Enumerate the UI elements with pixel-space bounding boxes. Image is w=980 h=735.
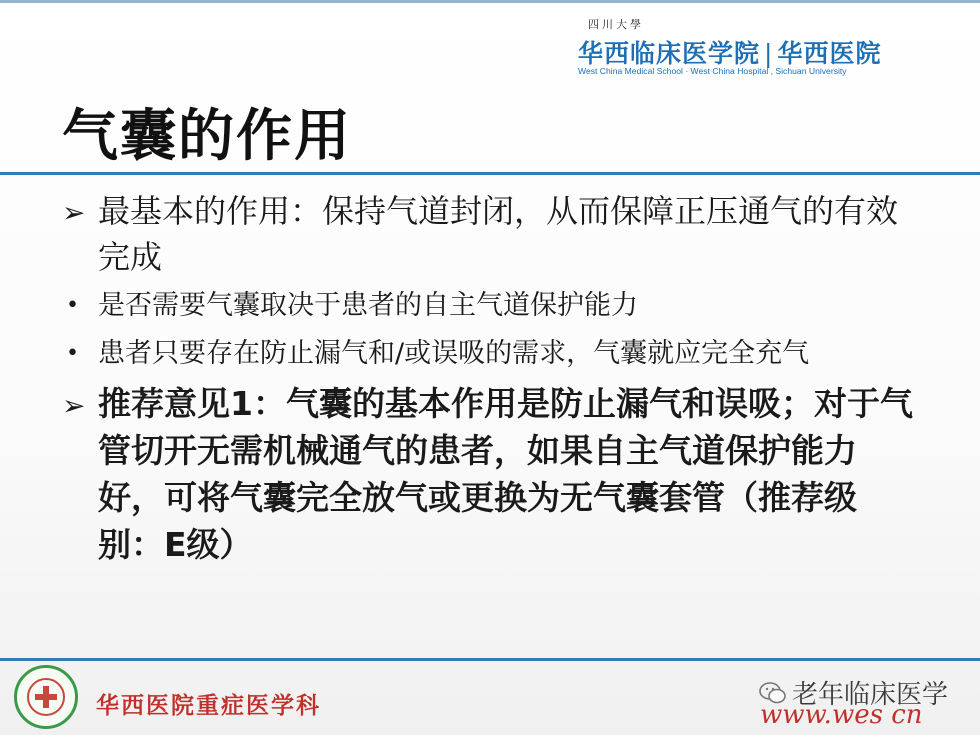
department-name: 华西医院重症医学科: [96, 692, 321, 719]
list-item: [62, 188, 922, 280]
emblem-cross-horizontal: [35, 694, 57, 700]
dot-bullet-icon: •: [66, 341, 79, 366]
source-watermark: 老年临床医学: [792, 680, 949, 710]
footer-url[interactable]: www.wes cn: [760, 700, 923, 730]
list-item-text: 患者只要存在防止漏气和/或误吸的需求，气囊就应完全充气: [98, 338, 810, 369]
title-divider: [0, 172, 980, 175]
dot-bullet-icon: •: [66, 293, 79, 318]
slide-content: [62, 188, 922, 568]
university-name: 四川大學: [588, 18, 644, 31]
arrow-bullet-icon: ➢: [62, 196, 86, 229]
list-item: [62, 284, 922, 328]
slide-title: 气囊的作用: [62, 104, 352, 169]
top-rule: [0, 0, 980, 3]
arrow-bullet-icon: ➢: [62, 389, 86, 422]
logo-hospital-name: 华西医院: [777, 39, 882, 68]
list-item-text: 最基本的作用：保持气道封闭，从而保障正压通气的有效完成: [98, 192, 899, 276]
logo-school-name: 华西临床医学院: [578, 39, 761, 68]
logo-separator: |: [764, 39, 774, 68]
logo-main-text: [578, 34, 881, 70]
list-item-text: 是否需要气囊取决于患者的自主气道保护能力: [98, 290, 638, 321]
footer-divider: [0, 658, 980, 661]
hospital-emblem-icon: [14, 665, 78, 729]
recommendation-item: [62, 380, 922, 568]
list-item: [62, 332, 922, 376]
recommendation-text: 推荐意见1：气囊的基本作用是防止漏气和误吸；对于气管切开无需机械通气的患者，如果自主气道保护能力好，可将气囊完全放气或更换为无气囊套管（推荐级别：E级）: [98, 384, 913, 564]
logo-english-text: West China Medical School · West China Hospital , Sichuan University: [578, 66, 847, 76]
hospital-logo: [578, 14, 908, 80]
